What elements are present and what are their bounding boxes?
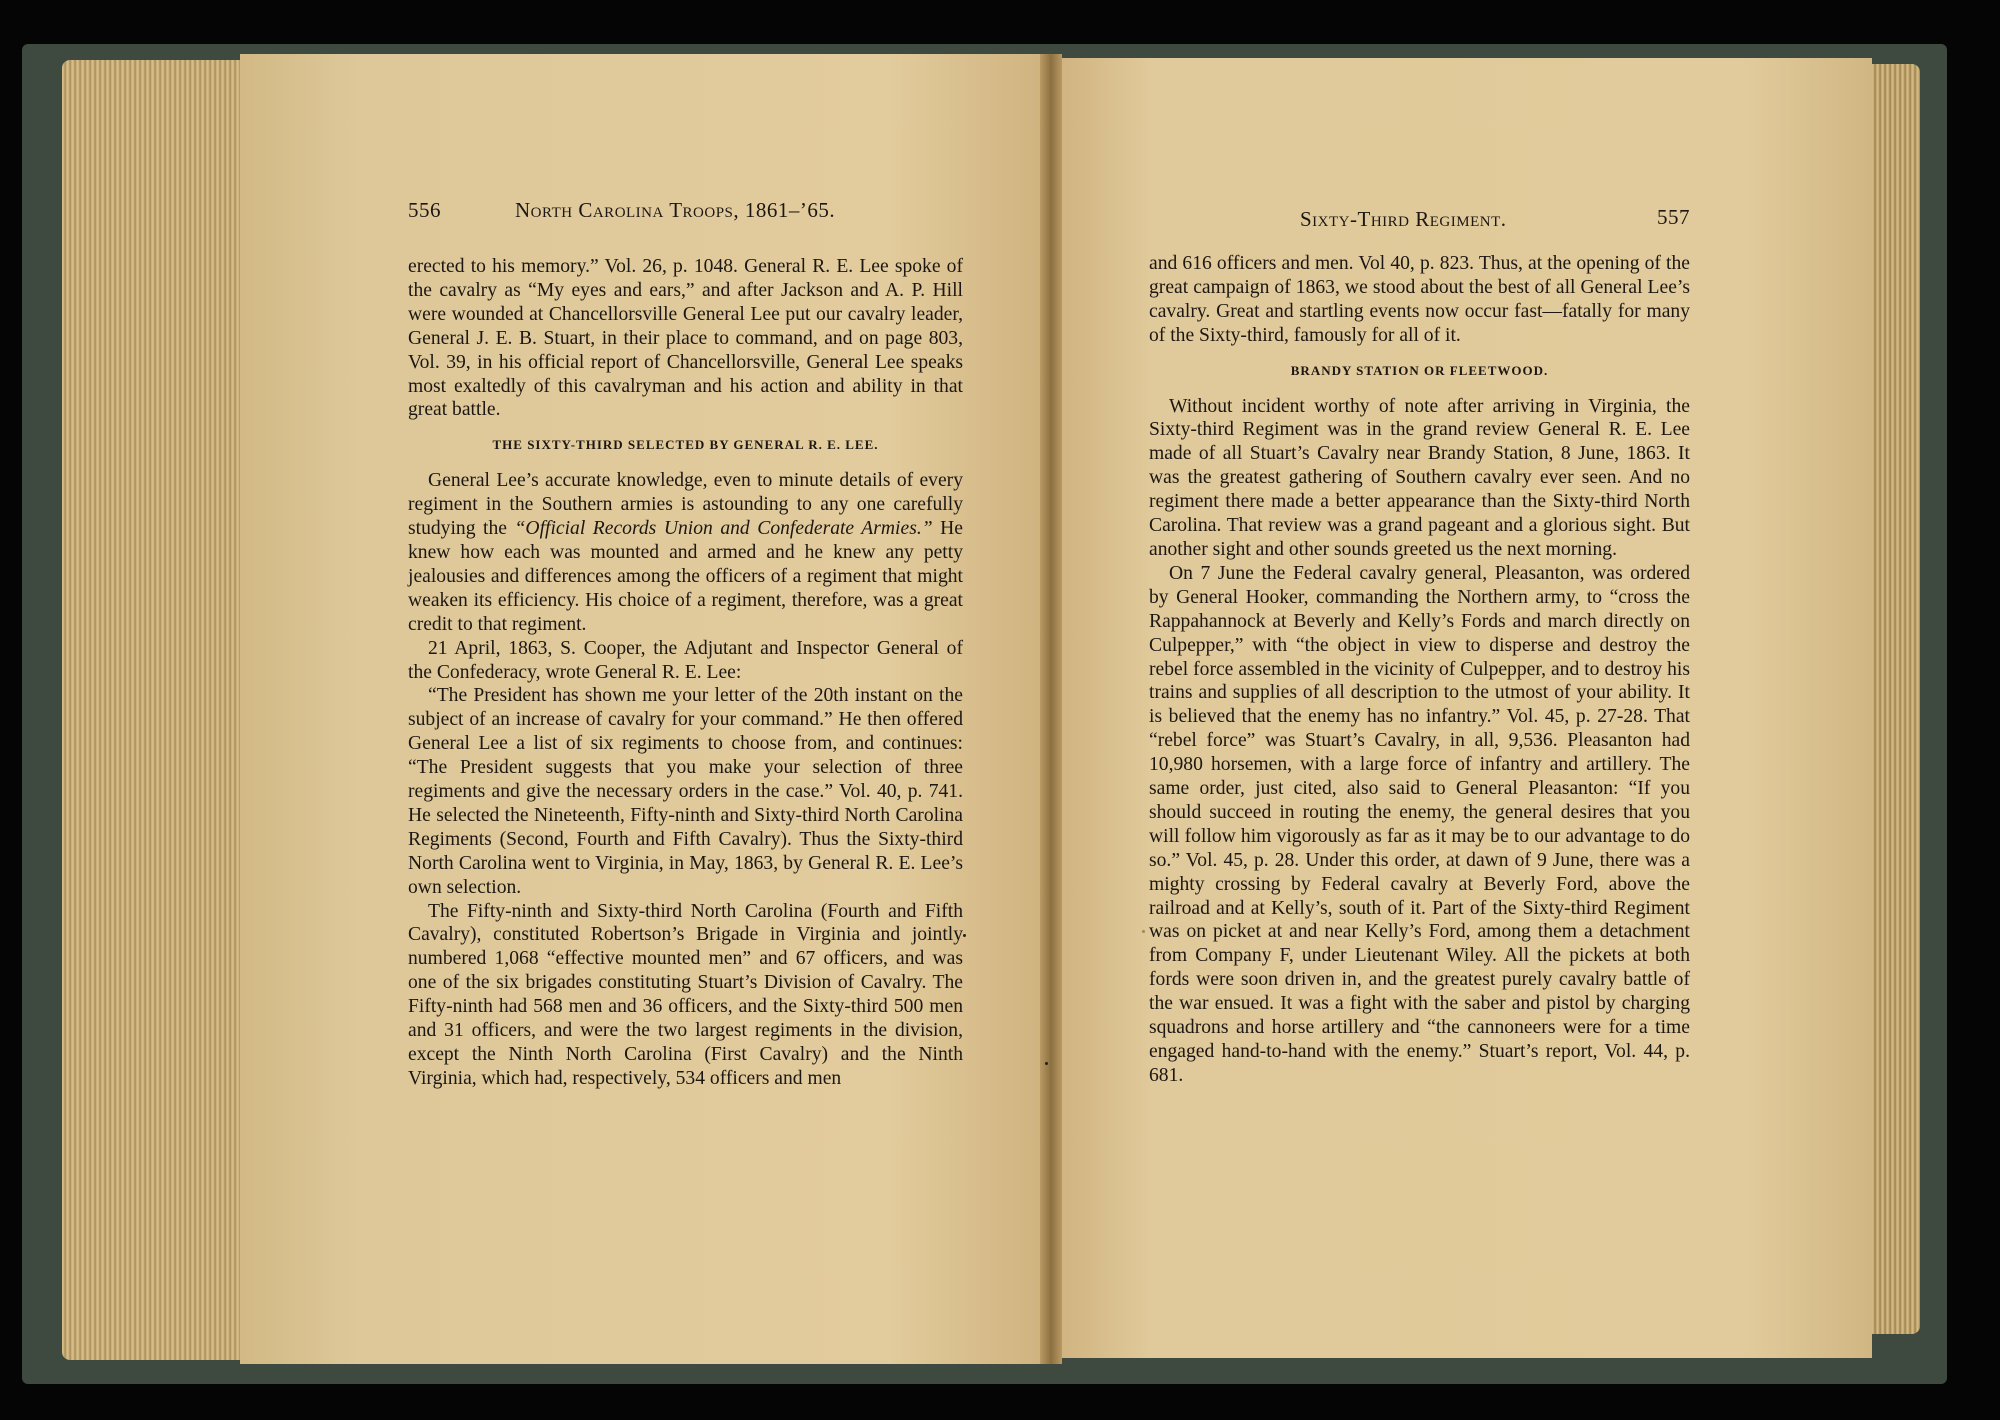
left-paragraph-2 <box>408 469 963 636</box>
official-records-title: “Official Records Union and Confederate Armies.” <box>514 518 933 540</box>
right-running-head: Sixty-Third Regiment. <box>1300 207 1507 231</box>
left-paragraph-1: erected to his memory.” Vol. 26, p. 1048. General R. E. Lee spoke of the cavalry as “My eyes and ears,” and after Jackson and A. P. Hill were wounded at Chancellorsville General Lee put our cavalry leader, General J. E. B. Stuart, in their place to command, and on page 803, Vol. 39, in his official report of Chancellorsville, General Lee speaks most exaltedly of this cavalryman and his action and ability in that great battle. <box>408 256 963 421</box>
left-paragraph-3: 21 April, 1863, S. Cooper, the Adjutant and Inspector General of the Confederacy, wrote General R. E. Lee: <box>408 637 963 683</box>
right-page-number: 557 <box>1657 205 1690 229</box>
left-paragraph-2-after: He knew how each was mounted and armed and he knew any petty jealousies and differences among the officers of a regiment that might weaken its efficiency. His choice of a regiment, therefore, was a great credit to that regiment. <box>408 518 964 635</box>
paper-speck <box>963 934 966 937</box>
left-page-text <box>408 255 963 1091</box>
book-gutter <box>1040 54 1062 1364</box>
right-page-text <box>1149 252 1690 1088</box>
right-paragraph-3: On 7 June the Federal cavalry general, Pleasanton, was ordered by General Hooker, commanding the Northern army, to “cross the Rappahannock at Beverly and Kelly’s Fords and march directly on Culpepper,” with “the object in view to disperse and destroy the rebel force assembled in the vicinity of Culpepper, and to destroy his trains and supplies of all description to the utmost of your ability. It is believed that the enemy has no infantry.” Vol. 45, p. 27-28. That “rebel force” was Stuart’s Cavalry, in all, 9,536. Pleasanton had 10,980 horsemen, with a large force of infantry and artillery. The same order, just cited, also said to General Pleasanton: “If you should succeed in routing the enemy, the general desires that you will follow him vigorously as far as it may be to our advantage to do so.” Vol. 45, p. 28. Under this order, at dawn of 9 June, there was a mighty crossing by Federal cavalry at Beverly Ford, above the railroad and at Kelly’s, south of it. Part of the Sixty-third Regiment was on picket at and near Kelly’s Ford, among them a detachment from Company F, under Lieutenant Wiley. All the pickets at both fords were soon driven in, and the greatest purely cavalry battle of the war ensued. It was a fight with the saber and pistol by charging squadrons and horse artillery and “the cannoneers were for a time engaged hand-to-hand with the enemy.” Stuart’s report, Vol. 44, p. 681. <box>1149 562 1690 1086</box>
left-subheading: THE SIXTY-THIRD SELECTED BY GENERAL R. E. LEE. <box>492 437 879 453</box>
left-paragraph-2-before: General Lee’s accurate knowledge, even to minute details of every regiment in the Southern armies is astounding to any one carefully studying the <box>408 470 963 540</box>
right-paragraph-2: Without incident worthy of note after arriving in Virginia, the Sixty-third Regiment was in the grand review General R. E. Lee made of all Stuart’s Cavalry near Brandy Station, 8 June, 1863. It was the greatest gathering of Southern cavalry ever seen. And no regiment there made a better appearance than the Sixty-third North Carolina. That review was a grand pageant and a glorious sight. But another sight and other sounds greeted us the next morning. <box>1149 395 1690 560</box>
page-edges-left <box>62 60 244 1360</box>
left-page-number: 556 <box>408 198 441 222</box>
left-running-head: North Carolina Troops, 1861–’65. <box>515 198 836 222</box>
left-paragraph-5: The Fifty-ninth and Sixty-third North Carolina (Fourth and Fifth Cavalry), constituted Robertson’s Brigade in Virginia and jointly numbered 1,068 “effective mounted men” and 67 officers, and was one of the six brigades constituting Stuart’s Division of Cavalry. The Fifty-ninth had 568 men and 36 officers, and the Sixty-third 500 men and 31 officers, and were the two largest regiments in the division, except the Ninth North Carolina (First Cavalry) and the Ninth Virginia, which had, respectively, 534 officers and men <box>408 900 963 1089</box>
right-paragraph-1: and 616 officers and men. Vol 40, p. 823. Thus, at the opening of the great campaign of 1863, we stood about the best of all General Lee’s cavalry. Great and startling events now occur fast—fatally for many of the Sixty-third, famously for all of it. <box>1149 253 1690 346</box>
right-subheading: BRANDY STATION OR FLEETWOOD. <box>1290 362 1549 378</box>
paper-speck <box>1045 1062 1048 1065</box>
left-paragraph-4: “The President has shown me your letter of the 20th instant on the subject of an increase of cavalry for your command.” He then offered General Lee a list of six regiments to choose from, and continues: “The President suggests that you make your selection of three regiments and give the necessary orders in the case.” Vol. 40, p. 741. He selected the Nineteenth, Fifty-ninth and Sixty-third North Carolina Regiments (Second, Fourth and Fifth Cavalry). Thus the Sixty-third North Carolina went to Virginia, in May, 1863, by General R. E. Lee’s own selection. <box>408 685 963 898</box>
paper-speck <box>1142 930 1145 933</box>
